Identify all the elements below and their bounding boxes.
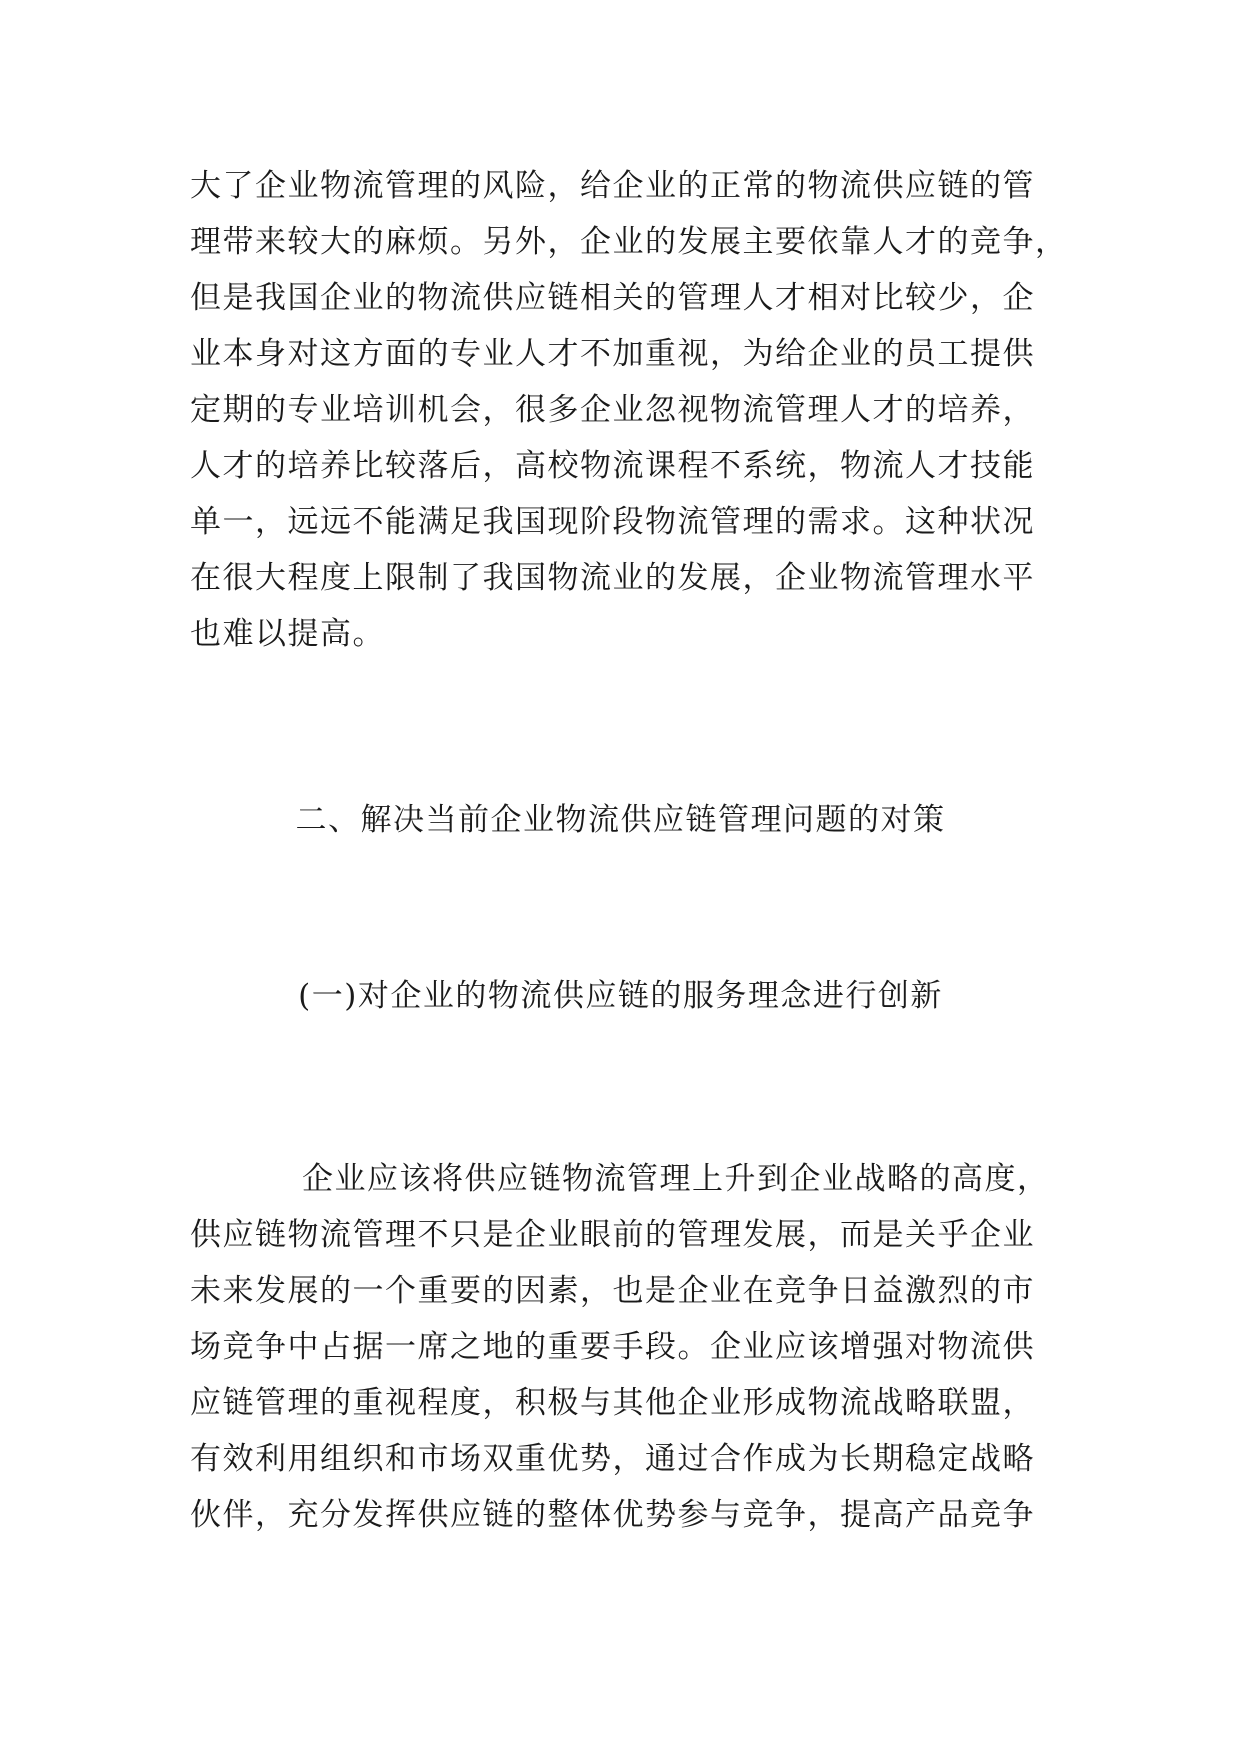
paragraph-2-line-5: 应链管理的重视程度，积极与其他企业形成物流战略联盟， — [190, 1385, 1035, 1421]
paragraph-1-line-7: 单一，远远不能满足我国现阶段物流管理的需求。这种状况 — [190, 504, 1035, 540]
paragraph-2-line-6: 有效利用组织和市场双重优势，通过合作成为长期稳定战略 — [190, 1441, 1035, 1477]
paragraph-1-line-2: 理带来较大的麻烦。另外，企业的发展主要依靠人才的竞争， — [190, 224, 1068, 260]
paragraph-2-line-4: 场竞争中占据一席之地的重要手段。企业应该增强对物流供 — [190, 1329, 1035, 1365]
paragraph-1-line-9: 也难以提高。 — [190, 616, 385, 652]
paragraph-1-line-8: 在很大程度上限制了我国物流业的发展，企业物流管理水平 — [190, 560, 1035, 596]
paragraph-2-line-3: 未来发展的一个重要的因素，也是企业在竞争日益激烈的市 — [190, 1273, 1035, 1309]
paragraph-1-line-6: 人才的培养比较落后，高校物流课程不系统，物流人才技能 — [190, 448, 1035, 484]
paragraph-2-line-7: 伙伴，充分发挥供应链的整体优势参与竞争，提高产品竞争 — [190, 1497, 1035, 1533]
subsection-heading: (一)对企业的物流供应链的服务理念进行创新 — [298, 978, 943, 1014]
section-heading: 二、解决当前企业物流供应链管理问题的对策 — [295, 802, 946, 838]
paragraph-1-line-1: 大了企业物流管理的风险，给企业的正常的物流供应链的管 — [190, 168, 1035, 204]
paragraph-2-line-2: 供应链物流管理不只是企业眼前的管理发展，而是关乎企业 — [190, 1217, 1035, 1253]
paragraph-1-line-4: 业本身对这方面的专业人才不加重视，为给企业的员工提供 — [190, 336, 1035, 372]
paragraph-1-line-3: 但是我国企业的物流供应链相关的管理人才相对比较少，企 — [190, 280, 1035, 316]
paragraph-1-line-5: 定期的专业培训机会，很多企业忽视物流管理人才的培养， — [190, 392, 1035, 428]
paragraph-2-line-1: 企业应该将供应链物流管理上升到企业战略的高度， — [302, 1161, 1050, 1197]
